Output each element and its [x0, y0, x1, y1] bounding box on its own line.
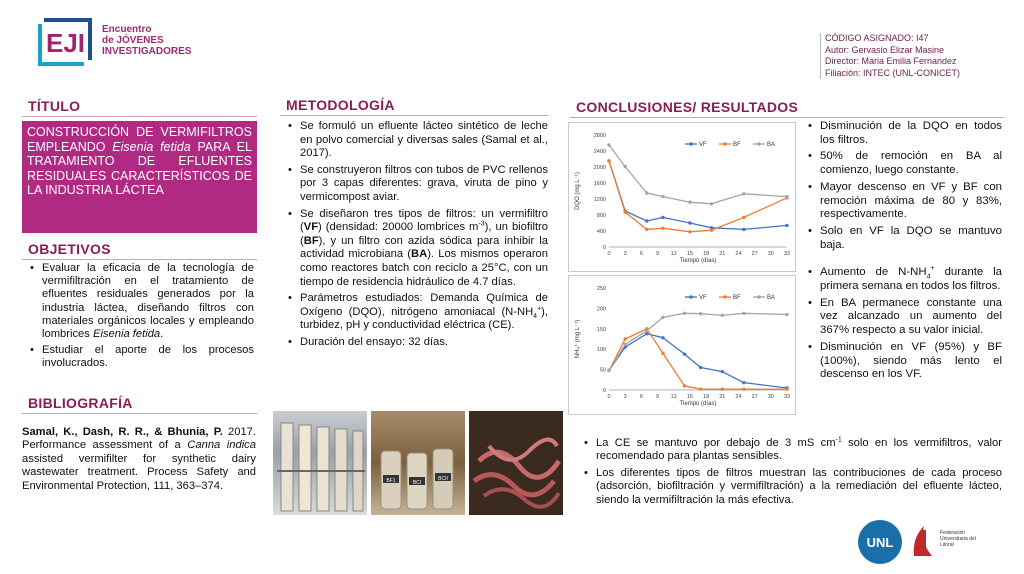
data-point-bf — [661, 352, 664, 355]
conclusion-item: • Mayor descenso en VF y BF con remoción máxima de 80 y 83%, respectivamente. — [820, 181, 1002, 222]
x-tick-label: 30 — [767, 251, 774, 257]
data-point-vf — [661, 216, 664, 219]
data-point-vf — [645, 219, 648, 222]
data-point-bf — [645, 228, 648, 231]
data-point-bf — [710, 229, 713, 232]
data-point-ba — [688, 201, 691, 204]
x-tick-label: 21 — [719, 251, 726, 257]
conclusion-item: • Los diferentes tipos de filtros muestran las contribuciones de cada proceso (adsorción, biofiltración y vermifiltración) a la remediación del efluente lácteo, siendo la vermifiltración la más efectiva. — [596, 467, 1002, 507]
method-item: • Se formuló un efluente lácteo sintético de leche en polvo comercial y diversas sales (Samal et al., 2017). — [300, 120, 548, 161]
conclusions-bottom — [582, 437, 1002, 510]
series-line-ba — [609, 145, 787, 204]
objective-item: • Estudiar el aporte de los procesos involucrados. — [42, 344, 254, 370]
data-point-ba — [785, 195, 788, 198]
data-point-vf — [683, 352, 686, 355]
divider — [22, 413, 257, 414]
poster-title — [22, 121, 257, 233]
data-point-bf — [688, 230, 691, 233]
data-point-bf — [607, 159, 610, 162]
dqo-chart-svg — [569, 123, 795, 271]
legend-marker-bf — [723, 142, 726, 145]
y-tick-label: 800 — [596, 213, 606, 219]
divider — [22, 259, 257, 260]
filters-photo — [273, 411, 367, 515]
feu-logo-text: Federación Universitaria del Litoral — [940, 530, 976, 548]
legend-label-vf: VF — [699, 142, 707, 148]
x-tick-label: 12 — [670, 251, 677, 257]
x-axis-label: Tiempo (días) — [679, 401, 717, 407]
x-tick-label: 27 — [751, 251, 758, 257]
data-point-bf — [661, 227, 664, 230]
bib-rest: assisted vermifilter for synthetic dairy wastewater treatment. Process Safety and Environmental Protection, 111, 363–374. — [22, 452, 256, 492]
y-tick-label: 2800 — [593, 133, 606, 139]
legend-label-bf: BF — [733, 142, 741, 148]
nh4-chart-svg — [569, 276, 795, 414]
meta-affiliation: Filiación: INTEC (UNL-CONICET) — [825, 67, 961, 78]
y-tick-label: 150 — [596, 326, 606, 333]
data-point-ba — [645, 329, 648, 332]
logo-line3: INVESTIGADORES — [102, 46, 192, 57]
y-tick-label: 250 — [596, 286, 606, 292]
legend-marker-vf — [689, 142, 692, 145]
nh4-chart — [568, 275, 796, 415]
logo-line2: de JÓVENES — [102, 35, 164, 46]
data-point-ba — [623, 343, 626, 346]
x-tick-label: 0 — [607, 394, 611, 400]
data-point-vf — [742, 228, 745, 231]
tube-label: BCI — [412, 480, 422, 486]
conclusion-item: • Disminución de la DQO en todos los filtros. — [820, 120, 1002, 147]
data-point-ba — [607, 143, 610, 146]
heading-conclusiones: CONCLUSIONES/ RESULTADOS — [576, 99, 799, 115]
legend-label-ba: BA — [767, 142, 776, 148]
divider — [22, 116, 257, 117]
legend-marker-bf — [723, 295, 726, 298]
dqo-chart — [568, 122, 796, 272]
bib-year: 2017. Performance assessment of a — [22, 426, 257, 452]
conclusion-item: • Disminución en VF (95%) y BF (100%), siendo más lento el descenso en los VF. — [820, 341, 1002, 382]
methodology-list — [286, 120, 548, 353]
y-tick-label: 200 — [596, 306, 606, 313]
y-tick-label: 2400 — [593, 149, 606, 155]
legend-marker-ba — [757, 142, 760, 145]
eji-logo — [34, 16, 96, 68]
conclusion-item: • En BA permanece constante una vez alcanzado un aumento del 367% respecto a su valor inicial. — [820, 297, 1002, 338]
data-point-ba — [785, 313, 788, 316]
data-point-ba — [683, 312, 686, 315]
data-point-vf — [742, 381, 745, 384]
y-tick-label: 400 — [596, 229, 606, 235]
worms-photo — [469, 411, 563, 515]
data-point-ba — [721, 314, 724, 317]
tubes-photo — [371, 411, 465, 515]
tube-label: BCII — [438, 476, 448, 482]
objectives-list — [28, 262, 254, 374]
series-line-ba — [609, 313, 787, 370]
logo-line1: Encuentro — [102, 24, 152, 35]
x-tick-label: 27 — [751, 394, 758, 400]
heading-bibliografia: BIBLIOGRAFÍA — [28, 395, 133, 411]
method-item: • Se construyeron filtros con tubos de PVC rellenos por 3 capas diferentes: grava, viruta de pino y vermicompost aviar. — [300, 164, 548, 205]
x-tick-label: 9 — [656, 394, 660, 400]
meta-author: Autor: Gervasio Elizar Masine — [825, 44, 945, 55]
data-point-ba — [607, 369, 610, 372]
data-point-vf — [721, 370, 724, 373]
data-point-vf — [688, 221, 691, 224]
x-tick-label: 3 — [623, 394, 627, 400]
data-point-ba — [623, 165, 626, 168]
x-tick-label: 18 — [703, 394, 710, 400]
divider — [280, 115, 548, 116]
data-point-ba — [645, 191, 648, 194]
unl-logo — [858, 520, 902, 564]
data-point-bf — [742, 387, 745, 390]
y-tick-label: 0 — [602, 388, 606, 394]
y-tick-label: 100 — [596, 347, 606, 354]
legend-marker-vf — [689, 295, 692, 298]
data-point-ba — [742, 312, 745, 315]
objective-item: • Evaluar la eficacia de la tecnología de vermifiltración en el tratamiento de efluentes residuales generados por la industria láctea, diseñando filtros con materiales orgánicos locales y empleando lombrices Eisenia fetida. — [42, 262, 254, 341]
data-point-ba — [699, 312, 702, 315]
data-point-ba — [710, 202, 713, 205]
data-point-bf — [683, 384, 686, 387]
data-point-bf — [623, 337, 626, 340]
method-item: • Se diseñaron tres tipos de filtros: un vermifiltro (VF) (densidad: 20000 lombrices $m^{-3}$), un biofiltro (BF), y un filtro con azida sódica para inhibir la actividad microbiana (BA). Los mismos operaron como reactores batch con reciclo a 25°C, con un tiempo de residencia hidráulico de 4.7 días. — [300, 208, 548, 290]
series-line-bf — [609, 161, 787, 232]
bib-species: Canna indica — [187, 439, 256, 452]
x-tick-label: 3 — [623, 251, 627, 257]
logo-text — [102, 24, 191, 57]
x-tick-label: 33 — [783, 394, 791, 400]
title-species: Eisenia fetida — [112, 139, 191, 154]
data-point-bf — [721, 387, 724, 390]
y-tick-label: 50 — [599, 367, 606, 374]
data-point-vf — [661, 336, 664, 339]
x-tick-label: 9 — [656, 251, 660, 257]
series-line-vf — [609, 334, 787, 388]
meta-code: CÓDIGO ASIGNADO: I47 — [825, 33, 929, 43]
feu-logo-icon — [910, 520, 938, 560]
x-tick-label: 18 — [703, 251, 710, 257]
y-tick-label: 1200 — [593, 197, 606, 203]
legend-label-bf: BF — [733, 295, 741, 301]
conclusions-right — [806, 120, 1002, 385]
legend-marker-ba — [757, 295, 760, 298]
x-axis-label: Tiempo (días) — [679, 258, 717, 264]
data-point-bf — [742, 216, 745, 219]
y-tick-label: 1600 — [593, 181, 606, 187]
x-tick-label: 6 — [639, 251, 643, 257]
title-part2: PARA EL TRATAMIENTO DE EFLUENTES RESIDUALES CARACTERÍSTICOS DE LA INDUSTRIA LÁCTEA — [27, 139, 252, 198]
x-tick-label: 24 — [735, 394, 742, 400]
unl-logo-text: UNL — [866, 534, 894, 550]
heading-objetivos: OBJETIVOS — [28, 241, 111, 257]
x-tick-label: 0 — [607, 251, 611, 257]
data-point-bf — [623, 211, 626, 214]
y-tick-label: 0 — [602, 245, 606, 251]
y-tick-label: 2000 — [593, 165, 606, 171]
meta-info — [820, 33, 1015, 79]
title-part1: CONSTRUCCIÓN DE VERMIFILTROS EMPLEANDO — [27, 125, 252, 154]
meta-director: Director: Maria Emilia Fernandez — [825, 56, 957, 66]
x-tick-label: 15 — [686, 251, 693, 257]
legend-label-ba: BA — [767, 295, 776, 301]
tube-label: BF1 — [386, 478, 396, 484]
data-point-bf — [699, 387, 702, 390]
method-item: • Duración del ensayo: 32 días. — [300, 336, 548, 350]
heading-metodologia: METODOLOGÍA — [286, 97, 395, 113]
x-tick-label: 6 — [639, 394, 643, 400]
heading-titulo: TÍTULO — [28, 98, 81, 114]
y-axis-label: DQO (mg L⁻¹) — [575, 172, 581, 210]
x-tick-label: 15 — [686, 394, 693, 400]
conclusion-item: • Aumento de $N-NH_4^+$ durante la primera semana en todos los filtros. — [820, 266, 1002, 293]
data-point-ba — [661, 195, 664, 198]
x-tick-label: 33 — [783, 251, 791, 257]
bibliography-entry — [22, 426, 256, 493]
divider — [570, 117, 1004, 118]
data-point-vf — [699, 366, 702, 369]
legend-label-vf: VF — [699, 295, 707, 301]
logo-mark-text: EJI — [46, 28, 86, 58]
method-item: • Parámetros estudiados: Demanda Química de Oxígeno (DQO), nitrógeno amoniacal $(N-NH_4^+)$, turbidez, pH y conductividad eléctrica (CE). — [300, 292, 548, 333]
data-point-vf — [785, 224, 788, 227]
data-point-ba — [742, 192, 745, 195]
x-tick-label: 21 — [719, 394, 726, 400]
x-tick-label: 12 — [670, 394, 677, 400]
y-axis-label: NH₄⁺ (mg L⁻¹) — [575, 319, 581, 359]
conclusion-item: • La CE se mantuvo por debajo de 3 mS $cm^{-1}$ solo en los vermifiltros, valor recomendado para plantas sensibles. — [596, 437, 1002, 464]
data-point-ba — [661, 316, 664, 319]
x-tick-label: 24 — [735, 251, 742, 257]
data-point-bf — [785, 387, 788, 390]
x-tick-label: 30 — [767, 394, 774, 400]
conclusion-item: • 50% de remoción en BA al comienzo, luego constante. — [820, 150, 1002, 177]
conclusion-item: • Solo en VF la DQO se mantuvo baja. — [820, 225, 1002, 252]
bib-authors: Samal, K., Dash, R. R., & Bhunia, P. — [22, 426, 223, 438]
